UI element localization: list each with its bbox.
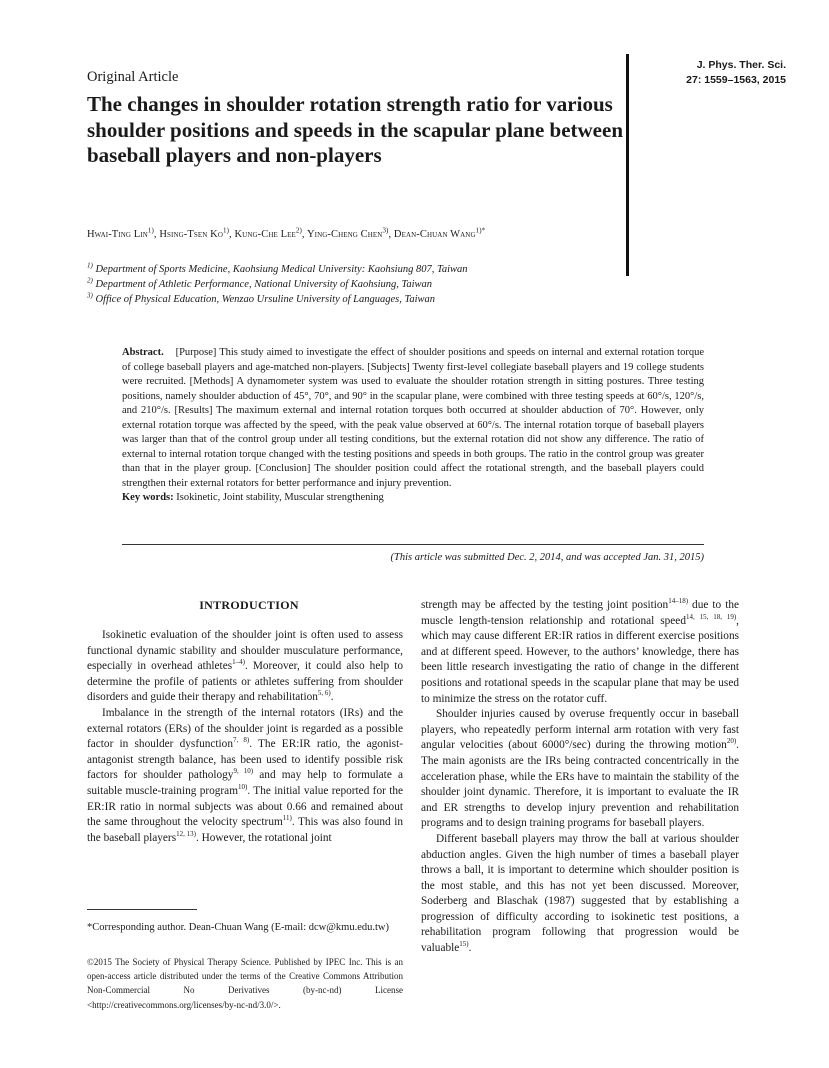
affiliation-text: Department of Sports Medicine, Kaohsiung Medical University: Kaohsiung 807, Taiwan — [95, 264, 468, 275]
text-run: Isokinetic evaluation of the shoulder joint is often used to assess functional dynamic stability and shoulder musculature performance, especially in overhead athletes — [87, 629, 403, 673]
text-run: . This was also found in the baseball players — [87, 816, 403, 844]
keywords-label: Key words: — [122, 492, 174, 504]
citation-ref: 12, 13) — [176, 829, 196, 838]
text-run: Shoulder injuries caused by overuse frequently occur in baseball players, who repeatedly perform internal arm rotation with very fast angular velocities (about 6000°/sec) during the throwing motion — [421, 708, 739, 752]
journal-volume: 27: 1559–1563, 2015 — [686, 74, 786, 86]
text-run: Imbalance in the strength of the internal rotators (IRs) and the external rotators (ERs) of the shoulder joint is regarded as a possible factor in shoulder dysfunction — [87, 706, 403, 751]
affiliation-item — [87, 262, 627, 277]
citation-ref: 14, 15, 18, 19) — [685, 612, 737, 621]
author-list: Hwai-Ting Lin$^{1)}$, Hsing-Tsen Ko$^{1)}$, Kung-Che Lee$^{2)}$, Ying-Cheng Chen$^{3)}$, Dean-Chuan Wang$^{1)*}$ — [87, 226, 486, 240]
section-label: Original Article — [87, 69, 179, 85]
citation-ref: 1–4) — [232, 658, 245, 667]
text-run: . The ER:IR ratio, the agonist-antagonist strength balance, has been used to identify possible risk factors for shoulder pathology — [87, 738, 403, 782]
copyright-license-note: ©2015 The Society of Physical Therapy Science. Published by IPEC Inc. This is an open-access article distributed under the terms of the Creative Commons Attribution Non-Commercial No Derivatives (by-nc-nd) License <http://creativecommons.org/licenses/by-nc-nd/3.0/>. — [87, 957, 403, 1010]
citation-ref: 10) — [238, 783, 248, 792]
citation-ref: 7, 8) — [232, 736, 250, 745]
affiliation-text: Department of Athletic Performance, National University of Kaohsiung, Taiwan — [95, 279, 433, 290]
article-title: The changes in shoulder rotation strength ratio for various shoulder positions and speeds in the scapular plane between baseball players and non-players — [87, 92, 624, 167]
affiliation-item — [87, 277, 627, 292]
abstract-text: [Purpose] This study aimed to investigate the effect of shoulder positions and speeds on internal and external rotation torque of college baseball players and age-matched non-players. [Subjects] Twenty first-level collegiate baseball players and 19 college students were recruited. [Methods] A dynamometer system was used to evaluate the shoulder rotation strength in sitting postures. Three testing positions, namely shoulder abduction of 45°, 70°, and 90° in the scapular plane, were combined with three testing speeds at 60°/s, 120°/s, and 210°/s. [Results] The maximum external and internal rotation torques both occurred at shoulder abduction of 70°. However, only external rotation torque was affected by the speed, with the peak value observed at 60°/s. The internal rotation torque of baseball players was larger than that of the control group under all testing conditions, but the external rotation did not show any difference. The ratio of external to internal rotation torque changed with the testing positions and speeds in both groups. The ratio in the control group was greater than that in the player group. [Conclusion] The shoulder position could affect the rotational strength, and the baseball players could strengthen their external rotators for better performance and injury prevention. — [122, 347, 704, 489]
paragraph — [421, 832, 739, 957]
author-affiliation-mark: 2) — [295, 226, 302, 235]
paragraph — [87, 628, 403, 706]
affiliation-number: 3) — [87, 291, 93, 300]
text-run: . Moreover, it could also help to determine the profile of patients or athletes suffering from shoulder disorders and guide their therapy and rehabilitation — [87, 660, 403, 704]
text-run: . — [468, 942, 472, 955]
affiliation-number: 1) — [87, 261, 93, 270]
section-heading-introduction: INTRODUCTION — [199, 598, 299, 612]
text-run: Different baseball players may throw the ball at various shoulder abduction angles. Given the high number of times a baseball player throws a ball, it is important to determine which shoulder position is the most stable, and this has not yet been discussed. Moreover, Soderberg and Blaschak (1987) suggested that by establishing a progression of difficulty according to isokinetic test positions, a rehabilitation program following that progression would be valuable — [421, 832, 739, 955]
text-run: . The main agonists are the IRs being contracted concentrically in the acceleration phase, while the ERs have to maintain the stability of the shoulder joint dynamic. Therefore, it is important to evaluate the IR and ER strengths to develop injury prevention and rehabilitation programs and to design training programs for baseball players. — [421, 739, 739, 830]
paragraph — [421, 707, 739, 832]
author-affiliation-mark: 1)* — [475, 226, 486, 235]
submission-dates: (This article was submitted Dec. 2, 2014, and was accepted Jan. 31, 2015) — [390, 552, 704, 563]
abstract-divider — [122, 544, 704, 545]
paragraph — [87, 706, 403, 846]
author-name: Dean-Chuan Wang — [393, 229, 476, 240]
text-run: . The initial value reported for the ER:IR ratio in normal subjects was about 0.66 and remained about the same throughout the velocity spectrum — [87, 784, 403, 829]
corresponding-author-note: *Corresponding author. Dean-Chuan Wang (E-mail: dcw@kmu.edu.tw) — [87, 922, 389, 933]
affiliation-number: 2) — [87, 276, 93, 285]
author-affiliation-mark: 1) — [223, 226, 230, 235]
affiliations — [87, 262, 627, 307]
text-run: , which may cause different ER:IR ratios in different exercise positions and at different speed. However, to the authors’ knowledge, there has been little research investigating the ratio of change in the different positions and rotational speeds in the scapular plane that may be used to minimize the stress on the rotator cuff. — [421, 614, 739, 705]
keywords-text: Isokinetic, Joint stability, Muscular strengthening — [176, 492, 384, 504]
text-run: . — [330, 691, 334, 704]
paragraph — [421, 598, 739, 707]
citation-ref: 5, 6) — [317, 689, 331, 698]
citation-ref: 11) — [282, 814, 292, 823]
author-affiliation-mark: 3) — [382, 226, 389, 235]
author-name: Hsing-Tsen Ko — [159, 229, 223, 240]
citation-ref: 20) — [726, 737, 737, 746]
journal-citation — [636, 58, 786, 88]
author-name: Hwai-Ting Lin — [87, 229, 148, 240]
affiliation-item — [87, 292, 627, 307]
citation-ref: 9, 10) — [233, 767, 254, 776]
journal-name: J. Phys. Ther. Sci. — [696, 59, 786, 71]
affiliation-text: Office of Physical Education, Wenzao Ursuline University of Languages, Taiwan — [95, 294, 436, 305]
author-name: Ying-Cheng Chen — [306, 229, 383, 240]
body-column-left — [87, 628, 403, 846]
author-affiliation-mark: 1) — [147, 226, 154, 235]
text-run: strength may be affected by the testing joint position — [421, 599, 669, 611]
footnote-divider — [87, 909, 197, 910]
text-run: . However, the rotational joint — [195, 831, 332, 844]
citation-ref: 14–18) — [668, 597, 689, 606]
text-run: due to the muscle length-tension relationship and rotational speed — [421, 599, 739, 627]
body-column-right — [421, 598, 739, 957]
abstract-label: Abstract. — [122, 347, 164, 358]
author-name: Kung-Che Lee — [234, 229, 296, 240]
text-run: and may help to formulate a suitable muscle-training program — [87, 769, 403, 797]
citation-ref: 15) — [459, 940, 469, 949]
abstract — [122, 346, 704, 506]
